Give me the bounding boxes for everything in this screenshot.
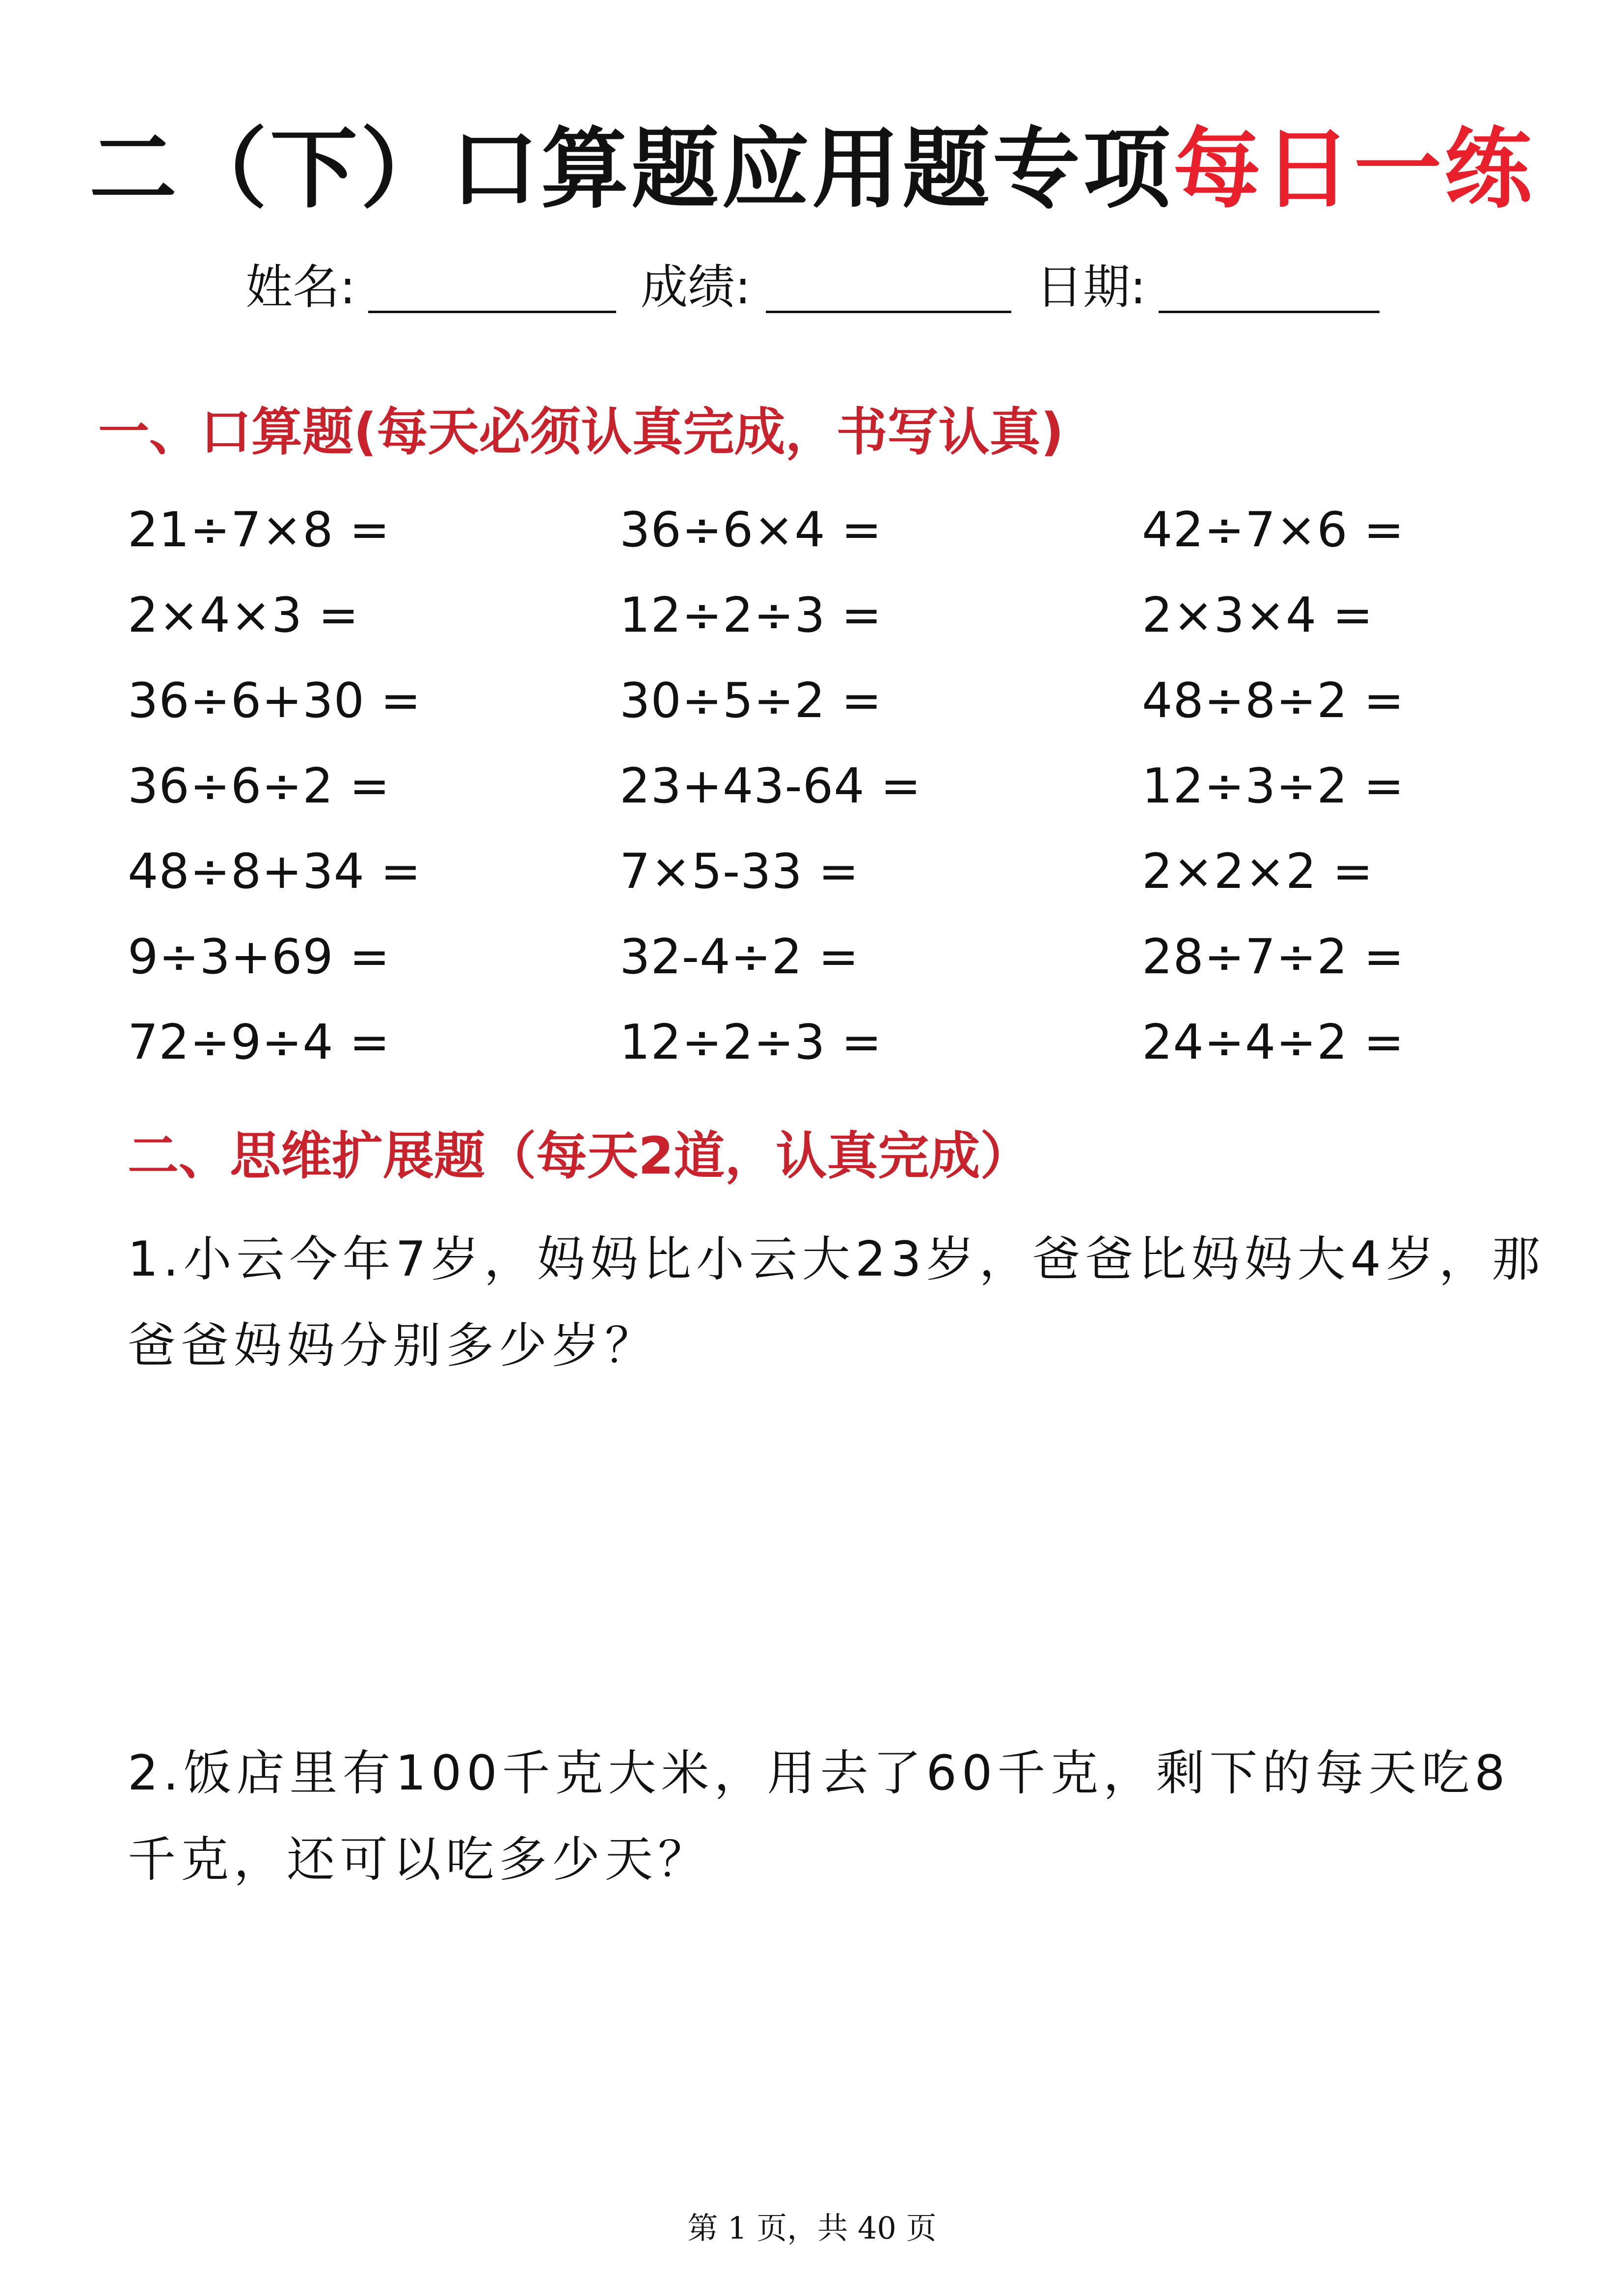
section-oral-heading: 一、口算题(每天必须认真完成，书写认真) [98,402,1064,462]
page-title [0,113,1624,226]
oral-item: 12÷2÷3 = [620,1015,882,1070]
score-field[interactable] [641,255,751,319]
oral-item: 36÷6÷2 = [128,758,390,814]
date-blank-line [1159,311,1380,313]
oral-item: 21÷7×8 = [128,502,390,558]
oral-item: 28÷7÷2 = [1142,929,1405,985]
oral-item: 24÷4÷2 = [1142,1015,1405,1070]
date-label: 日期: [1036,260,1146,315]
page-footer: 第 1 页，共 40 页 [687,2210,937,2246]
oral-item: 2×3×4 = [1142,587,1374,643]
title-accent: 每日一练 [1173,118,1535,220]
oral-item: 48÷8+34 = [128,844,422,900]
oral-item: 32-4÷2 = [620,929,860,985]
oral-item: 36÷6+30 = [128,673,422,729]
date-field[interactable] [1036,255,1146,319]
oral-item: 2×4×3 = [128,587,359,643]
word-problem-1: 1.小云今年7岁，妈妈比小云大23岁，爸爸比妈妈大4岁，那爸爸妈妈分别多少岁？ [128,1231,1545,1374]
oral-item: 12÷3÷2 = [1142,758,1405,814]
word-problem-2: 2.饭店里有100千克大米，用去了60千克，剩下的每天吃8千克，还可以吃多少天？ [128,1745,1510,1888]
oral-item: 42÷7×6 = [1142,502,1405,558]
oral-item: 72÷9÷4 = [128,1015,390,1070]
score-label: 成绩: [641,260,751,315]
section-thinking-heading: 二、思维扩展题（每天2道，认真完成） [128,1126,1031,1186]
oral-item: 30÷5÷2 = [620,673,882,729]
oral-item: 23+43-64 = [620,758,921,814]
title-main: 二（下）口算题应用题专项 [89,118,1173,220]
name-field[interactable] [245,255,355,319]
score-blank-line [766,311,1011,313]
oral-item: 48÷8÷2 = [1142,673,1405,729]
oral-item: 36÷6×4 = [620,502,882,558]
oral-item: 12÷2÷3 = [620,587,882,643]
oral-calculation-grid [0,496,1624,1085]
name-blank-line [368,311,616,313]
name-label: 姓名: [245,260,356,315]
oral-item: 9÷3+69 = [128,929,390,985]
oral-item: 7×5-33 = [620,844,860,900]
oral-item: 2×2×2 = [1142,844,1374,900]
